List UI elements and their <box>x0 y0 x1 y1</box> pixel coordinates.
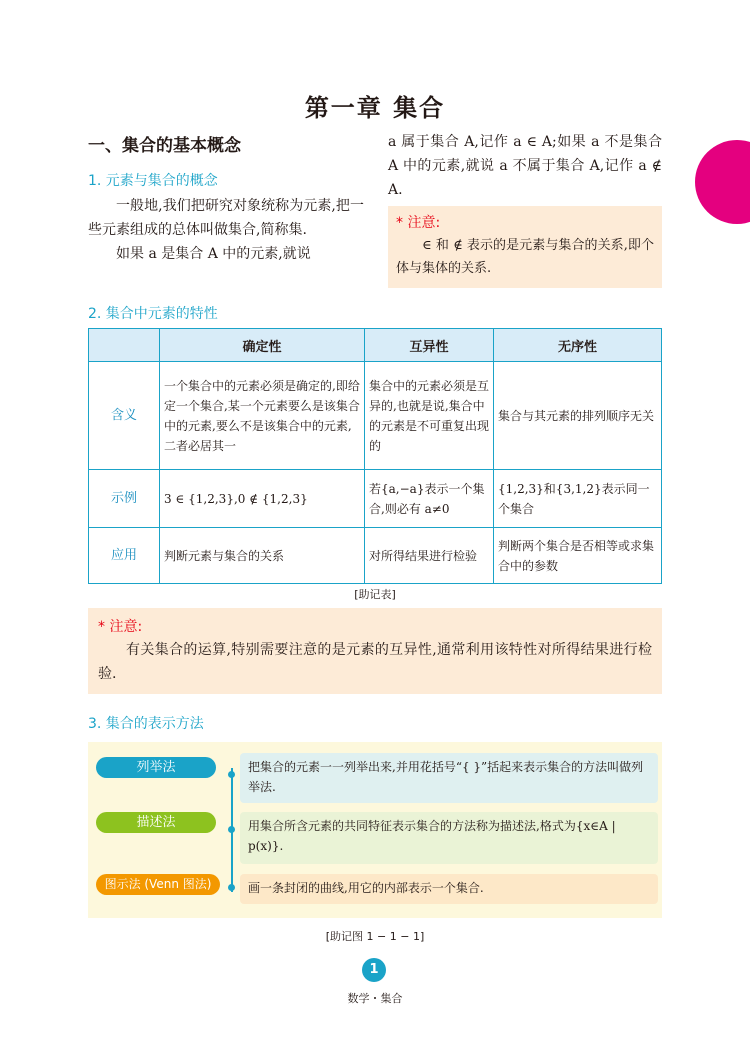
page-number: 1 <box>362 958 386 982</box>
table-header-row <box>89 329 662 362</box>
table-cell: 若{a,−a}表示一个集合,则必有 a≠0 <box>365 470 494 528</box>
note-box-2 <box>88 608 662 694</box>
table-row <box>89 470 662 528</box>
table-cell: 对所得结果进行检验 <box>365 528 494 584</box>
note-box-1 <box>388 206 662 288</box>
column-header: 互异性 <box>365 329 494 362</box>
connector-dot <box>228 826 235 833</box>
properties-table <box>88 328 662 584</box>
method-pill-venn: 图示法 (Venn 图法) <box>96 874 220 895</box>
note-label-2: * 注意: <box>98 619 143 635</box>
column-header: 无序性 <box>494 329 662 362</box>
table-cell: 一个集合中的元素必须是确定的,即给定一个集合,某一个元素要么是该集合中的元素,要么不是该集合中的元素,二者必居其一 <box>160 362 365 470</box>
method-pill-enumeration: 列举法 <box>96 757 216 778</box>
method-pill-description: 描述法 <box>96 812 216 833</box>
section-title: 一、集合的基本概念 <box>88 136 241 156</box>
table-caption: [助记表] <box>354 588 396 601</box>
membership-paragraph-start: 如果 a 是集合 A 中的元素,就说 <box>116 246 311 262</box>
row-header: 示例 <box>89 470 160 528</box>
subsection-heading-1: 1. 元素与集合的概念 <box>88 173 218 189</box>
table-cell: 集合与其元素的排列顺序无关 <box>494 362 662 470</box>
diagram-caption: [助记图 1 − 1 − 1] <box>325 930 425 943</box>
table-corner-cell <box>89 329 160 362</box>
chapter-title: 第一章 集合 <box>304 94 446 122</box>
method-desc-description: 用集合所含元素的共同特征表示集合的方法称为描述法,格式为{x∈A | p(x)}. <box>240 812 658 864</box>
row-header: 含义 <box>89 362 160 470</box>
note-label-1: * 注意: <box>396 215 441 231</box>
table-cell: {1,2,3}和{3,1,2}表示同一个集合 <box>494 470 662 528</box>
membership-text-block <box>388 130 662 202</box>
page-footer: 数学・集合 <box>347 992 403 1005</box>
connector-dot <box>228 884 235 891</box>
method-desc-enumeration: 把集合的元素一一列举出来,并用花括号“{ }”括起来表示集合的方法叫做列举法. <box>240 753 658 803</box>
note-text-1: ∈ 和 ∉ 表示的是元素与集合的关系,即个体与集体的关系. <box>396 238 654 276</box>
note-text-2: 有关集合的运算,特别需要注意的是元素的互异性,通常利用该特性对所得结果进行检验. <box>98 642 652 682</box>
table-cell: 判断两个集合是否相等或求集合中的参数 <box>494 528 662 584</box>
intro-text-block <box>88 194 364 266</box>
definition-paragraph: 一般地,我们把研究对象统称为元素,把一些元素组成的总体叫做集合,简称集. <box>88 198 364 238</box>
membership-paragraph-end: a 属于集合 A,记作 a ∈ A;如果 a 不是集合 A 中的元素,就说 a 不属于集合 A,记作 a ∉ A. <box>388 134 662 198</box>
chapter-tab-marker <box>695 140 750 224</box>
table-cell: 3 ∈ {1,2,3},0 ∉ {1,2,3} <box>160 470 365 528</box>
subsection-heading-3: 3. 集合的表示方法 <box>88 716 204 732</box>
table-row <box>89 528 662 584</box>
column-header: 确定性 <box>160 329 365 362</box>
table-cell: 集合中的元素必须是互异的,也就是说,集合中的元素是不可重复出现的 <box>365 362 494 470</box>
row-header: 应用 <box>89 528 160 584</box>
table-row <box>89 362 662 470</box>
connector-dot <box>228 771 235 778</box>
method-desc-venn: 画一条封闭的曲线,用它的内部表示一个集合. <box>240 874 658 904</box>
subsection-heading-2: 2. 集合中元素的特性 <box>88 306 218 322</box>
table-cell: 判断元素与集合的关系 <box>160 528 365 584</box>
